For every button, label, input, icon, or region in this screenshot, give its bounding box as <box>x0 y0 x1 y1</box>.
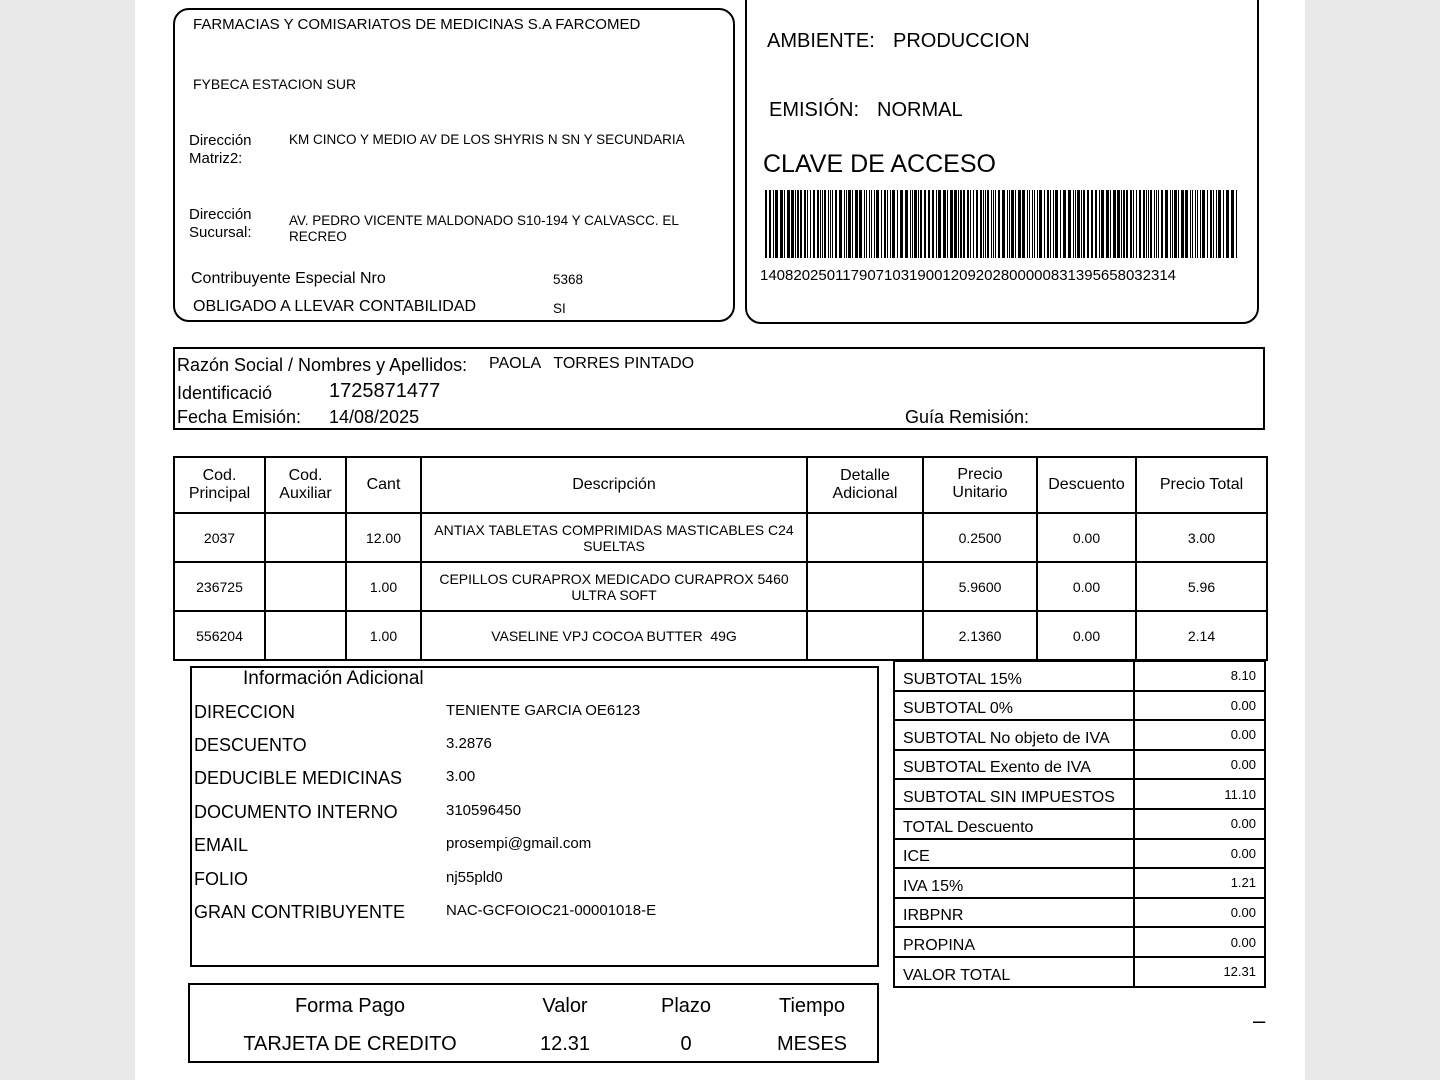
header-unit-price: Precio Unitario <box>923 457 1037 513</box>
payment-value-header: Valor <box>542 995 588 1017</box>
barcode-bar <box>1073 190 1074 258</box>
info-key: DESCUENTO <box>194 735 307 755</box>
barcode-bar <box>1136 190 1137 258</box>
barcode-bar <box>1123 190 1125 258</box>
barcode-bar <box>797 190 799 258</box>
barcode-bar <box>848 190 851 258</box>
barcode-bar <box>1161 190 1163 258</box>
barcode-bar <box>1130 190 1132 258</box>
access-key-title: CLAVE DE ACCESO <box>763 150 996 178</box>
barcode-bar <box>905 190 908 258</box>
info-key: FOLIO <box>194 869 249 889</box>
barcode-bar <box>1011 190 1014 258</box>
info-key: DIRECCION <box>194 702 296 722</box>
barcode-bar <box>1174 190 1177 258</box>
item-discount: 0.00 <box>1037 611 1136 660</box>
barcode-bar <box>1190 190 1191 258</box>
barcode-bar <box>791 190 794 258</box>
totals-value: 8.10 <box>1134 661 1265 691</box>
barcode-bar <box>900 190 903 258</box>
totals-value: 0.00 <box>1134 927 1265 957</box>
barcode-bar <box>1216 190 1217 258</box>
barcode-bar <box>869 190 870 258</box>
totals-row <box>894 839 1265 869</box>
barcode-bar <box>1106 190 1109 258</box>
barcode-bar <box>958 190 959 258</box>
totals-label: ICE <box>894 839 1134 869</box>
item-total: 3.00 <box>1136 513 1267 562</box>
totals-value: 0.00 <box>1134 691 1265 721</box>
barcode-bar <box>976 190 978 258</box>
info-value: NAC-GCFOIOC21-00001018-E <box>446 902 657 919</box>
barcode-bar <box>1018 190 1021 258</box>
barcode-bar <box>1009 190 1010 258</box>
additional-info-box <box>190 666 879 967</box>
totals-row <box>894 691 1265 721</box>
item-description: VASELINE VPJ COCOA BUTTER 49G <box>421 611 807 660</box>
totals-row <box>894 809 1265 839</box>
barcode-bar <box>910 190 911 258</box>
totals-row <box>894 868 1265 898</box>
barcode-bar <box>932 190 934 258</box>
payment-method-header: Forma Pago <box>294 995 406 1017</box>
company-name: FARMACIAS Y COMISARIATOS DE MEDICINAS S.A FARCOMED <box>193 16 641 33</box>
barcode-bar <box>1156 190 1157 258</box>
barcode-bar <box>1075 190 1076 258</box>
info-key: GRAN CONTRIBUYENTE <box>194 902 406 922</box>
barcode-bar <box>1099 190 1100 258</box>
branch-address-label-2: Sucursal: <box>189 224 252 241</box>
barcode-bar <box>1226 190 1229 258</box>
branch-address-value-2: RECREO <box>289 229 347 244</box>
item-detail <box>807 562 923 611</box>
barcode-bar <box>1126 190 1128 258</box>
barcode-bar <box>835 190 837 258</box>
barcode-bar <box>1095 190 1097 258</box>
barcode-bar <box>1146 190 1147 258</box>
barcode-bar <box>1178 190 1179 258</box>
main-address-label-2: Matriz2: <box>189 150 243 167</box>
totals-row <box>894 898 1265 928</box>
barcode-bar <box>824 190 826 258</box>
barcode-bar <box>1007 190 1008 258</box>
totals-label: SUBTOTAL 0% <box>894 691 1134 721</box>
barcode-bar <box>876 190 879 258</box>
authorization-box <box>745 0 1259 324</box>
barcode-bar <box>817 190 819 258</box>
customer-box <box>173 347 1265 430</box>
info-value: 3.2876 <box>446 735 492 752</box>
barcode-bar <box>1236 190 1237 258</box>
barcode-bar <box>1053 190 1054 258</box>
barcode-bar <box>852 190 853 258</box>
access-key-number: 1408202501179071031900120920280000083139565803231​4 <box>760 267 1177 284</box>
barcode-bar <box>991 190 992 258</box>
issue-date-label: Fecha Emisión: <box>177 407 302 427</box>
barcode-bar <box>832 190 833 258</box>
barcode-bar <box>987 190 989 258</box>
barcode-bar <box>920 190 922 258</box>
barcode-bar <box>1207 190 1208 258</box>
barcode-bar <box>1148 190 1149 258</box>
barcode-bar <box>1110 190 1111 258</box>
environment-value: PRODUCCION <box>893 30 1030 52</box>
barcode-bar <box>995 190 996 258</box>
totals-row <box>894 661 1265 691</box>
totals-label: SUBTOTAL No objeto de IVA <box>894 720 1134 750</box>
barcode-bar <box>1223 190 1224 258</box>
barcode-bar <box>773 190 774 258</box>
barcode-bar <box>810 190 811 258</box>
item-aux-code <box>265 562 346 611</box>
barcode-bar <box>912 190 913 258</box>
totals-value: 0.00 <box>1134 898 1265 928</box>
totals-row <box>894 927 1265 957</box>
barcode-bar <box>795 190 796 258</box>
item-code: 2037 <box>174 513 265 562</box>
totals-value: 0.00 <box>1134 809 1265 839</box>
barcode-bar <box>1029 190 1030 258</box>
emission-label: EMISIÓN: <box>769 99 860 121</box>
barcode-bar <box>1032 190 1033 258</box>
barcode-bar <box>993 190 994 258</box>
barcode-bar <box>897 190 898 258</box>
barcode-bar <box>780 190 783 258</box>
totals-label: SUBTOTAL Exento de IVA <box>894 750 1134 780</box>
barcode-bar <box>1213 190 1214 258</box>
barcode-bar <box>1015 190 1016 258</box>
barcode-bar <box>1117 190 1120 258</box>
barcode-bar <box>890 190 891 258</box>
item-code: 556204 <box>174 611 265 660</box>
special-taxpayer-label: Contribuyente Especial Nro <box>191 270 386 287</box>
barcode-bar <box>1210 190 1212 258</box>
barcode-bar <box>1202 190 1205 258</box>
barcode-bar <box>892 190 895 258</box>
totals-label: VALOR TOTAL <box>894 957 1134 987</box>
barcode-bar <box>936 190 937 258</box>
item-aux-code <box>265 513 346 562</box>
issue-date-value: 14/08/2025 <box>329 407 420 427</box>
item-unit-price: 0.2500 <box>923 513 1037 562</box>
totals-label: PROPINA <box>894 927 1134 957</box>
barcode-bar <box>914 190 917 258</box>
environment-label: AMBIENTE: <box>767 30 875 52</box>
customer-name-value: PAOLA TORRES PINTADO <box>489 355 695 372</box>
branch-address-value: AV. PEDRO VICENTE MALDONADO S10-194 Y CALVASCC. EL <box>289 213 679 228</box>
barcode-bar <box>874 190 875 258</box>
barcode-bar <box>784 190 785 258</box>
info-value: 3.00 <box>446 768 476 785</box>
barcode-bar <box>1060 190 1061 258</box>
barcode-bar <box>938 190 941 258</box>
barcode-bar <box>1022 190 1025 258</box>
barcode-bar <box>1200 190 1201 258</box>
barcode-bar <box>846 190 847 258</box>
barcode-bar <box>1154 190 1155 258</box>
barcode-bar <box>887 190 888 258</box>
issuer-box <box>173 8 735 322</box>
totals-value: 12.31 <box>1134 957 1265 987</box>
barcode-bar <box>822 190 823 258</box>
info-value: 310596450 <box>446 802 522 819</box>
item-aux-code <box>265 611 346 660</box>
barcode-bar <box>1143 190 1145 258</box>
item-qty: 12.00 <box>346 513 421 562</box>
header-total-price: Precio Total <box>1136 457 1267 513</box>
totals-value: 0.00 <box>1134 750 1265 780</box>
barcode-bar <box>1034 190 1035 258</box>
barcode-bar <box>1170 190 1171 258</box>
item-description: ANTIAX TABLETAS COMPRIMIDAS MASTICABLES C24 SUELTAS <box>421 513 807 562</box>
totals-label: SUBTOTAL 15% <box>894 661 1134 691</box>
barcode-bar <box>924 190 926 258</box>
barcode-bar <box>1047 190 1049 258</box>
barcode-bar <box>828 190 829 258</box>
header-detail: Detalle Adicional <box>807 457 923 513</box>
remission-guide-label: Guía Remisión: <box>905 407 1030 427</box>
barcode-bar <box>947 190 948 258</box>
payment-box <box>188 983 879 1063</box>
barcode-bar <box>1192 190 1193 258</box>
barcode-bar <box>1139 190 1141 258</box>
payment-method-value: TARJETA DE CREDITO <box>243 1033 457 1055</box>
barcode-bar <box>804 190 806 258</box>
barcode-bar <box>1063 190 1066 258</box>
barcode-bar <box>980 190 982 258</box>
payment-time-value: MESES <box>776 1033 848 1055</box>
barcode-bar <box>1027 190 1028 258</box>
header-qty: Cant <box>346 457 421 513</box>
item-discount: 0.00 <box>1037 513 1136 562</box>
totals-row <box>894 720 1265 750</box>
barcode-bar <box>1185 190 1188 258</box>
barcode-bar <box>1181 190 1184 258</box>
item-qty: 1.00 <box>346 562 421 611</box>
barcode-bar <box>1077 190 1080 258</box>
barcode-bar <box>967 190 969 258</box>
item-total: 5.96 <box>1136 562 1267 611</box>
barcode-bar <box>1165 190 1168 258</box>
payment-value-value: 12.31 <box>539 1033 591 1055</box>
info-key: EMAIL <box>194 835 249 855</box>
barcode-bar <box>954 190 957 258</box>
barcode-bar <box>1055 190 1058 258</box>
totals-value: 0.00 <box>1134 839 1265 869</box>
barcode-bar <box>985 190 986 258</box>
barcode-bar <box>1050 190 1051 258</box>
barcode-bar <box>769 190 771 258</box>
barcode-bar <box>998 190 1000 258</box>
totals-table <box>893 660 1266 988</box>
barcode-bar <box>1068 190 1071 258</box>
barcode-bar <box>1083 190 1085 258</box>
accounting-label: OBLIGADO A LLEVAR CONTABILIDAD <box>193 298 477 315</box>
barcode-bar <box>1101 190 1104 258</box>
totals-label: TOTAL Descuento <box>894 809 1134 839</box>
barcode-bar <box>960 190 962 258</box>
totals-row <box>894 750 1265 780</box>
main-address-value: KM CINCO Y MEDIO AV DE LOS SHYRIS N SN Y SECUNDARIA <box>289 132 685 147</box>
info-value: nj55pld0 <box>446 869 503 886</box>
header-description: Descripción <box>421 457 807 513</box>
totals-row-grand-total <box>894 957 1265 987</box>
barcode-bar <box>855 190 858 258</box>
barcode-bar <box>864 190 865 258</box>
main-address-label: Dirección <box>189 132 252 149</box>
barcode-bar <box>866 190 867 258</box>
branch-name: FYBECA ESTACION SUR <box>193 76 357 92</box>
barcode-bar <box>1133 190 1134 258</box>
item-description: CEPILLOS CURAPROX MEDICADO CURAPROX 5460 ULTRA SOFT <box>421 562 807 611</box>
invoice-page <box>135 0 1305 1080</box>
item-detail <box>807 513 923 562</box>
item-qty: 1.00 <box>346 611 421 660</box>
barcode-bar <box>813 190 815 258</box>
special-taxpayer-value: 5368 <box>553 272 584 287</box>
totals-label: IRBPNR <box>894 898 1134 928</box>
barcode-bar <box>970 190 971 258</box>
barcode-bar <box>963 190 965 258</box>
trailing-dash: – <box>1253 1008 1266 1033</box>
barcode-bar <box>1087 190 1089 258</box>
barcode-bar <box>830 190 831 258</box>
barcode-bar <box>918 190 919 258</box>
totals-value: 11.10 <box>1134 779 1265 809</box>
table-row <box>174 562 1267 611</box>
barcode-bar <box>765 190 767 258</box>
barcode-bar <box>800 190 802 258</box>
barcode-bar <box>950 190 953 258</box>
totals-value: 1.21 <box>1134 868 1265 898</box>
customer-id-value: 1725871477 <box>329 380 441 402</box>
barcode-bar <box>859 190 862 258</box>
payment-time-header: Tiempo <box>779 995 845 1017</box>
payment-term-value: 0 <box>680 1033 692 1055</box>
table-row <box>174 611 1267 660</box>
barcode-bar <box>943 190 946 258</box>
barcode-bar <box>881 190 882 258</box>
barcode-bar <box>1172 190 1173 258</box>
item-detail <box>807 611 923 660</box>
table-row <box>174 513 1267 562</box>
barcode-bar <box>871 190 872 258</box>
item-unit-price: 5.9600 <box>923 562 1037 611</box>
accounting-value: SI <box>553 301 566 316</box>
payment-term-header: Plazo <box>660 995 712 1017</box>
barcode-bar <box>807 190 808 258</box>
barcode-bar <box>1231 190 1234 258</box>
item-unit-price: 2.1360 <box>923 611 1037 660</box>
barcode-bar <box>983 190 984 258</box>
barcode-bar <box>1039 190 1042 258</box>
barcode-bar <box>1091 190 1093 258</box>
barcode-bar <box>1218 190 1221 258</box>
customer-id-label: Identificació <box>177 383 273 403</box>
barcode-bar <box>844 190 845 258</box>
header-discount: Descuento <box>1037 457 1136 513</box>
info-key: DEDUCIBLE MEDICINAS <box>194 768 403 788</box>
totals-label: SUBTOTAL SIN IMPUESTOS <box>894 779 1134 809</box>
barcode-bar <box>775 190 778 258</box>
barcode-bar <box>1195 190 1196 258</box>
barcode-bar <box>973 190 974 258</box>
totals-label: IVA 15% <box>894 868 1134 898</box>
items-header-row <box>174 457 1267 513</box>
barcode-image <box>765 190 1239 258</box>
barcode-bar <box>787 190 790 258</box>
info-value: prosempi@gmail.com <box>446 835 592 852</box>
customer-name-label: Razón Social / Nombres y Apellidos: <box>177 355 468 375</box>
barcode-bar <box>1044 190 1045 258</box>
items-table <box>173 456 1268 661</box>
barcode-bar <box>1002 190 1005 258</box>
barcode-bar <box>884 190 886 258</box>
header-code-main: Cod. Principal <box>174 457 265 513</box>
branch-address-label: Dirección <box>189 206 252 223</box>
barcode-bar <box>1197 190 1198 258</box>
info-key: DOCUMENTO INTERNO <box>194 802 398 822</box>
item-discount: 0.00 <box>1037 562 1136 611</box>
item-code: 236725 <box>174 562 265 611</box>
barcode-bar <box>1150 190 1152 258</box>
totals-row <box>894 779 1265 809</box>
barcode-bar <box>1113 190 1116 258</box>
barcode-bar <box>1037 190 1038 258</box>
barcode-bar <box>820 190 821 258</box>
totals-value: 0.00 <box>1134 720 1265 750</box>
barcode-bar <box>1158 190 1159 258</box>
barcode-bar <box>928 190 930 258</box>
info-value: TENIENTE GARCIA OE6123 <box>446 702 641 719</box>
emission-value: NORMAL <box>877 99 963 121</box>
item-total: 2.14 <box>1136 611 1267 660</box>
barcode-bar <box>1121 190 1122 258</box>
barcode-bar <box>1081 190 1082 258</box>
additional-info-title: Información Adicional <box>243 668 424 689</box>
header-code-aux: Cod. Auxiliar <box>265 457 346 513</box>
barcode-bar <box>839 190 842 258</box>
